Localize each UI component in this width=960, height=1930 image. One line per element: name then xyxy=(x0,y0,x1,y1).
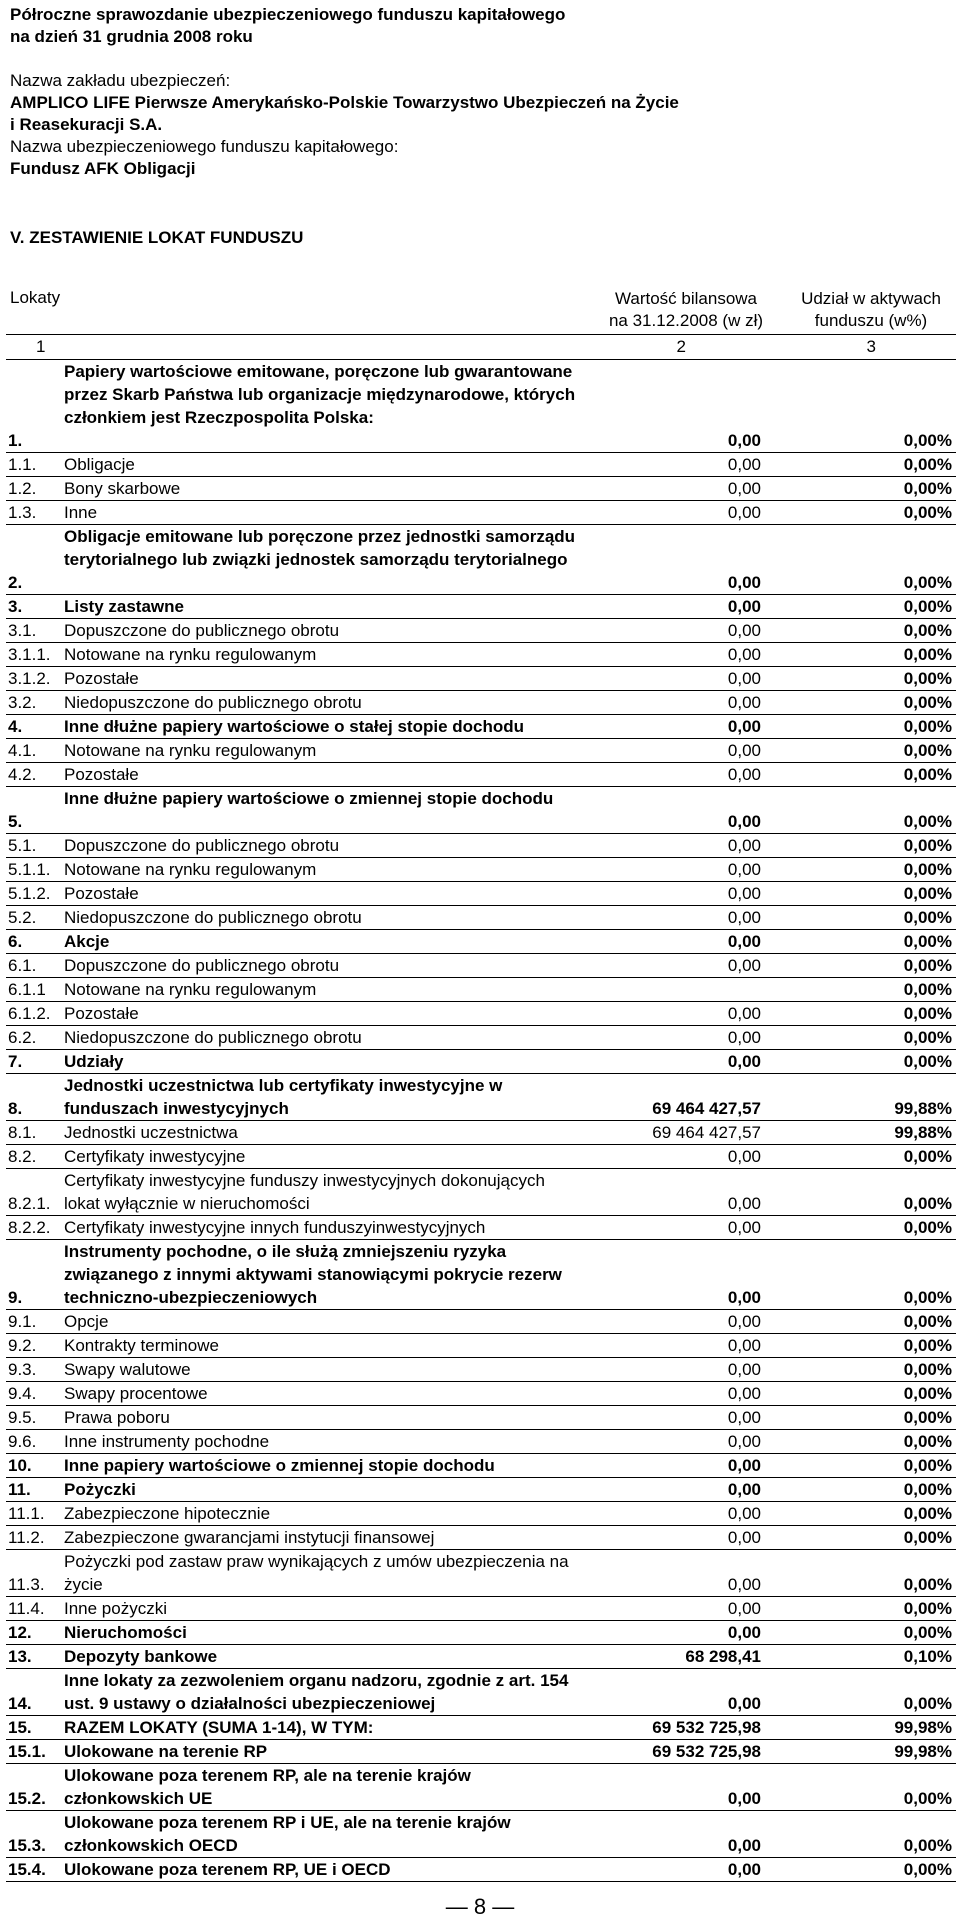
row-value: 0,00 xyxy=(727,693,761,712)
row-value: 0,00 xyxy=(727,956,761,975)
table-row xyxy=(6,1002,956,1026)
row-value: 0,00 xyxy=(727,1836,761,1855)
row-value: 0,00 xyxy=(727,1384,761,1403)
row-share: 0,00% xyxy=(903,669,952,688)
row-share: 0,00% xyxy=(903,980,952,999)
row-value: 0,00 xyxy=(727,621,761,640)
row-label: Instrumenty pochodne, o ile służą zmniejszeniu ryzyka związanego z innymi aktywami stanowiącymi pokrycie rezerw techniczno-ubezpieczeniowych xyxy=(64,1242,562,1307)
table-row xyxy=(6,1169,956,1216)
row-share: 0,00% xyxy=(903,455,952,474)
row-number: 2. xyxy=(8,573,23,592)
row-label: Zabezpieczone gwarancjami instytucji finansowej xyxy=(64,1528,435,1547)
table-row xyxy=(6,1550,956,1597)
row-value: 0,00 xyxy=(727,1194,761,1213)
row-number: 6.1.1 xyxy=(8,980,46,999)
row-number: 4.1. xyxy=(8,741,37,760)
table-header xyxy=(6,278,956,335)
row-number: 4. xyxy=(8,717,23,736)
table-row xyxy=(6,1740,956,1764)
row-value: 0,00 xyxy=(727,573,761,592)
row-number: 8.1. xyxy=(8,1123,37,1142)
row-label: Swapy walutowe xyxy=(64,1360,191,1379)
row-number: 11.3. xyxy=(8,1575,45,1594)
row-value: 0,00 xyxy=(727,455,761,474)
row-value: 0,00 xyxy=(727,1789,761,1808)
row-value: 0,00 xyxy=(727,1028,761,1047)
row-share: 0,00% xyxy=(903,503,952,522)
row-share: 99,98% xyxy=(894,1742,952,1761)
table-row xyxy=(6,1526,956,1550)
table-row xyxy=(6,1406,956,1430)
row-label: Jednostki uczestnictwa xyxy=(64,1123,238,1142)
row-number: 1.1. xyxy=(8,455,37,474)
row-share: 0,00% xyxy=(903,932,952,951)
row-number: 4.2. xyxy=(8,765,37,784)
table-row xyxy=(6,1669,956,1716)
row-share: 0,00% xyxy=(903,1312,952,1331)
table-row xyxy=(6,715,956,739)
table-row xyxy=(6,360,956,453)
fund-label: Nazwa ubezpieczeniowego funduszu kapitałowego: xyxy=(10,137,399,156)
row-share: 0,00% xyxy=(903,812,952,831)
row-label: Niedopuszczone do publicznego obrotu xyxy=(64,693,362,712)
row-share: 0,00% xyxy=(903,621,952,640)
row-number: 14. xyxy=(8,1694,32,1713)
row-label: Zabezpieczone hipotecznie xyxy=(64,1504,271,1523)
row-label: Depozyty bankowe xyxy=(64,1647,218,1666)
row-label: Certyfikaty inwestycyjne innych funduszyinwestycyjnych xyxy=(64,1218,486,1237)
row-share: 0,00% xyxy=(903,765,952,784)
row-label: Dopuszczone do publicznego obrotu xyxy=(64,836,340,855)
table-row xyxy=(6,906,956,930)
table-row xyxy=(6,930,956,954)
row-value: 0,00 xyxy=(727,1528,761,1547)
row-label: Pozostałe xyxy=(64,884,139,903)
row-value: 69 464 427,57 xyxy=(652,1099,761,1118)
table-row xyxy=(6,1716,956,1740)
table-row xyxy=(6,1358,956,1382)
table-row xyxy=(6,1240,956,1310)
row-share: 0,00% xyxy=(903,1004,952,1023)
table-row xyxy=(6,739,956,763)
row-number: 11. xyxy=(8,1480,31,1499)
column-header-lokaty: Lokaty xyxy=(10,288,61,307)
row-share: 0,00% xyxy=(903,1360,952,1379)
row-number: 15. xyxy=(8,1718,32,1737)
row-share: 0,00% xyxy=(903,908,952,927)
row-label: Pozostałe xyxy=(64,669,139,688)
column-header-value-line-1: Wartość bilansowa xyxy=(614,289,758,308)
row-number: 9.1. xyxy=(8,1312,37,1331)
table-row xyxy=(6,1430,956,1454)
table-row xyxy=(6,619,956,643)
row-value: 69 532 725,98 xyxy=(652,1718,761,1737)
row-label: Obligacje emitowane lub poręczone przez jednostki samorządu terytorialnego lub związki jednostek samorządu terytorialnego xyxy=(64,527,576,569)
row-label: Inne dłużne papiery wartościowe o stałej stopie dochodu xyxy=(64,717,525,736)
table-row xyxy=(6,1026,956,1050)
table-row xyxy=(6,858,956,882)
row-number: 9.3. xyxy=(8,1360,37,1379)
row-label: Akcje xyxy=(64,932,110,951)
row-number: 3.1.1. xyxy=(8,645,51,664)
page-number: — 8 — xyxy=(445,1894,515,1919)
row-label: Swapy procentowe xyxy=(64,1384,208,1403)
row-share: 0,00% xyxy=(903,693,952,712)
table-body xyxy=(6,360,956,1882)
row-share: 0,00% xyxy=(903,860,952,879)
table-row xyxy=(6,978,956,1002)
table-row xyxy=(6,525,956,595)
row-value: 0,00 xyxy=(727,1312,761,1331)
row-number: 6.2. xyxy=(8,1028,37,1047)
table-row xyxy=(6,1811,956,1858)
row-value: 0,00 xyxy=(727,1860,761,1879)
row-share: 99,88% xyxy=(894,1123,952,1142)
row-share: 0,00% xyxy=(903,431,952,450)
row-label: Pożyczki pod zastaw praw wynikających z umów ubezpieczenia na życie xyxy=(64,1552,569,1594)
row-label: Notowane na rynku regulowanym xyxy=(64,741,317,760)
row-number: 15.4. xyxy=(8,1860,46,1879)
row-share: 0,00% xyxy=(903,1147,952,1166)
row-number: 13. xyxy=(8,1647,32,1666)
table-row xyxy=(6,477,956,501)
row-value: 0,00 xyxy=(727,1218,761,1237)
row-number: 6.1. xyxy=(8,956,37,975)
row-number: 5.1.1. xyxy=(8,860,51,879)
table-row xyxy=(6,882,956,906)
row-value: 0,00 xyxy=(727,479,761,498)
row-value: 0,00 xyxy=(727,1575,761,1594)
row-number: 1.3. xyxy=(8,503,37,522)
row-number: 1.2. xyxy=(8,479,37,498)
row-share: 0,00% xyxy=(903,1408,952,1427)
row-value: 0,00 xyxy=(727,765,761,784)
table-row xyxy=(6,1478,956,1502)
column-number-3: 3 xyxy=(866,337,876,356)
section-title: V. ZESTAWIENIE LOKAT FUNDUSZU xyxy=(10,228,304,247)
row-value: 0,00 xyxy=(727,645,761,664)
row-share: 0,00% xyxy=(903,1623,952,1642)
report-title-line-1: Półroczne sprawozdanie ubezpieczeniowego funduszu kapitałowego xyxy=(10,5,566,24)
row-share: 0,00% xyxy=(903,1456,952,1475)
row-share: 0,00% xyxy=(903,573,952,592)
row-number: 5. xyxy=(8,812,23,831)
row-number: 12. xyxy=(8,1623,32,1642)
row-share: 0,00% xyxy=(903,1575,952,1594)
row-number: 6. xyxy=(8,932,23,951)
row-share: 0,00% xyxy=(903,1836,952,1855)
row-number: 7. xyxy=(8,1052,23,1071)
row-share: 0,00% xyxy=(903,1694,952,1713)
row-number: 9.6. xyxy=(8,1432,37,1451)
row-label: Papiery wartościowe emitowane, poręczone lub gwarantowane przez Skarb Państwa lub organizacje międzynarodowe, których członkiem jest Rzeczpospolita Polska: xyxy=(64,362,576,427)
row-label: Notowane na rynku regulowanym xyxy=(64,980,317,999)
row-share: 0,00% xyxy=(903,1860,952,1879)
row-share: 0,00% xyxy=(903,1480,952,1499)
row-share: 0,00% xyxy=(903,741,952,760)
row-value: 0,00 xyxy=(727,1599,761,1618)
row-label: Notowane na rynku regulowanym xyxy=(64,645,317,664)
row-number: 1. xyxy=(8,431,23,450)
row-value: 0,00 xyxy=(727,1694,761,1713)
row-label: Ulokowane poza terenem RP i UE, ale na terenie krajów członkowskich OECD xyxy=(64,1813,511,1855)
row-value: 0,00 xyxy=(727,503,761,522)
row-share: 0,10% xyxy=(903,1647,952,1666)
row-value: 0,00 xyxy=(727,1480,761,1499)
row-value: 0,00 xyxy=(727,932,761,951)
column-number-1: 1 xyxy=(36,337,46,356)
row-share: 0,00% xyxy=(903,1384,952,1403)
row-label: Ulokowane poza terenem RP, UE i OECD xyxy=(64,1860,391,1879)
row-label: Dopuszczone do publicznego obrotu xyxy=(64,956,340,975)
table-row xyxy=(6,643,956,667)
row-value: 0,00 xyxy=(727,741,761,760)
row-number: 11.4. xyxy=(8,1599,45,1618)
row-label: Dopuszczone do publicznego obrotu xyxy=(64,621,340,640)
row-value: 0,00 xyxy=(727,597,761,616)
row-share: 0,00% xyxy=(903,1218,952,1237)
table-row xyxy=(6,1074,956,1121)
column-header-share xyxy=(786,288,956,332)
table-row xyxy=(6,1645,956,1669)
table-row xyxy=(6,667,956,691)
table-row xyxy=(6,1621,956,1645)
table-row xyxy=(6,501,956,525)
row-share: 0,00% xyxy=(903,1194,952,1213)
row-label: Nieruchomości xyxy=(64,1623,187,1642)
row-number: 3.1. xyxy=(8,621,37,640)
row-number: 5.1. xyxy=(8,836,37,855)
row-number: 9.5. xyxy=(8,1408,37,1427)
row-value: 0,00 xyxy=(727,431,761,450)
row-share: 99,88% xyxy=(894,1099,952,1118)
row-label: Prawa poboru xyxy=(64,1408,170,1427)
row-share: 0,00% xyxy=(903,1528,952,1547)
table-row xyxy=(6,763,956,787)
table-row xyxy=(6,954,956,978)
row-label: Listy zastawne xyxy=(64,597,184,616)
investments-table xyxy=(6,278,956,1882)
row-label: Bony skarbowe xyxy=(64,479,181,498)
table-row xyxy=(6,595,956,619)
row-label: Inne instrumenty pochodne xyxy=(64,1432,270,1451)
row-share: 0,00% xyxy=(903,1432,952,1451)
row-label: Inne lokaty za zezwoleniem organu nadzoru, zgodnie z art. 154 ust. 9 ustawy o działalności ubezpieczeniowej xyxy=(64,1671,569,1713)
table-row xyxy=(6,1764,956,1811)
table-row xyxy=(6,1454,956,1478)
row-value: 0,00 xyxy=(727,860,761,879)
column-header-share-line-2: funduszu (w%) xyxy=(814,311,928,330)
row-share: 0,00% xyxy=(903,1504,952,1523)
table-row xyxy=(6,1216,956,1240)
row-share: 0,00% xyxy=(903,956,952,975)
column-number-row xyxy=(6,335,956,360)
table-row xyxy=(6,1597,956,1621)
row-label: Kontrakty terminowe xyxy=(64,1336,219,1355)
row-value: 0,00 xyxy=(727,1408,761,1427)
row-number: 8.2.2. xyxy=(8,1218,51,1237)
row-value: 0,00 xyxy=(727,1288,761,1307)
row-number: 15.2. xyxy=(8,1789,46,1808)
row-value: 68 298,41 xyxy=(685,1647,761,1666)
row-share: 0,00% xyxy=(903,1028,952,1047)
column-number-2: 2 xyxy=(676,337,686,356)
row-label: Inne dłużne papiery wartościowe o zmiennej stopie dochodu xyxy=(64,789,554,808)
row-share: 99,98% xyxy=(894,1718,952,1737)
row-label: Pozostałe xyxy=(64,765,139,784)
row-number: 5.2. xyxy=(8,908,37,927)
row-label: Obligacje xyxy=(64,455,135,474)
row-share: 0,00% xyxy=(903,1336,952,1355)
row-label: Inne papiery wartościowe o zmiennej stopie dochodu xyxy=(64,1456,495,1475)
row-label: Opcje xyxy=(64,1312,109,1331)
row-label: Certyfikaty inwestycyjne xyxy=(64,1147,246,1166)
row-label: Niedopuszczone do publicznego obrotu xyxy=(64,1028,362,1047)
row-number: 5.1.2. xyxy=(8,884,51,903)
row-label: RAZEM LOKATY (SUMA 1-14), W TYM: xyxy=(64,1718,374,1737)
row-value: 0,00 xyxy=(727,812,761,831)
row-share: 0,00% xyxy=(903,1599,952,1618)
row-value: 69 464 427,57 xyxy=(652,1123,761,1142)
row-number: 3.2. xyxy=(8,693,37,712)
column-header-value xyxy=(601,288,771,332)
table-row xyxy=(6,1145,956,1169)
row-share: 0,00% xyxy=(903,1789,952,1808)
row-label: Pożyczki xyxy=(64,1480,136,1499)
row-number: 8.2. xyxy=(8,1147,37,1166)
row-label: Certyfikaty inwestycyjne funduszy inwestycyjnych dokonujących lokat wyłącznie w nieruchomości xyxy=(64,1171,545,1213)
row-number: 10. xyxy=(8,1456,32,1475)
row-value: 0,00 xyxy=(727,1623,761,1642)
row-label: Ulokowane poza terenem RP, ale na terenie krajów członkowskich UE xyxy=(64,1766,471,1808)
row-share: 0,00% xyxy=(903,1288,952,1307)
table-row xyxy=(6,691,956,715)
company-label: Nazwa zakładu ubezpieczeń: xyxy=(10,71,231,90)
table-row xyxy=(6,1334,956,1358)
row-value: 0,00 xyxy=(727,1504,761,1523)
row-label: Inne pożyczki xyxy=(64,1599,167,1618)
table-row xyxy=(6,787,956,834)
row-share: 0,00% xyxy=(903,597,952,616)
row-number: 9. xyxy=(8,1288,23,1307)
row-label: Notowane na rynku regulowanym xyxy=(64,860,317,879)
table-row xyxy=(6,834,956,858)
table-row xyxy=(6,1121,956,1145)
row-number: 15.1. xyxy=(8,1742,46,1761)
row-value: 0,00 xyxy=(727,1052,761,1071)
row-value: 0,00 xyxy=(727,884,761,903)
company-name-line-1: AMPLICO LIFE Pierwsze Amerykańsko-Polskie Towarzystwo Ubezpieczeń na Życie xyxy=(10,93,679,112)
row-value: 69 532 725,98 xyxy=(652,1742,761,1761)
column-header-share-line-1: Udział w aktywach xyxy=(801,289,941,308)
table-row xyxy=(6,1858,956,1882)
row-value: 0,00 xyxy=(727,908,761,927)
row-label: Inne xyxy=(64,503,98,522)
table-row xyxy=(6,1382,956,1406)
row-value: 0,00 xyxy=(727,1004,761,1023)
row-value: 0,00 xyxy=(727,669,761,688)
row-value: 0,00 xyxy=(727,836,761,855)
table-row xyxy=(6,1050,956,1074)
row-number: 6.1.2. xyxy=(8,1004,51,1023)
row-number: 15.3. xyxy=(8,1836,46,1855)
row-value: 0,00 xyxy=(727,1456,761,1475)
row-number: 9.2. xyxy=(8,1336,37,1355)
fund-name: Fundusz AFK Obligacji xyxy=(10,159,196,178)
row-number: 11.2. xyxy=(8,1528,45,1547)
row-share: 0,00% xyxy=(903,1052,952,1071)
row-share: 0,00% xyxy=(903,717,952,736)
row-share: 0,00% xyxy=(903,645,952,664)
row-label: Niedopuszczone do publicznego obrotu xyxy=(64,908,362,927)
company-name-line-2: i Reasekuracji S.A. xyxy=(10,115,163,134)
row-share: 0,00% xyxy=(903,884,952,903)
table-row xyxy=(6,1310,956,1334)
row-label: Udziały xyxy=(64,1052,124,1071)
row-value: 0,00 xyxy=(727,1147,761,1166)
table-row xyxy=(6,1502,956,1526)
column-header-value-line-2: na 31.12.2008 (w zł) xyxy=(608,311,764,330)
table-row xyxy=(6,453,956,477)
row-share: 0,00% xyxy=(903,836,952,855)
row-value: 0,00 xyxy=(727,1432,761,1451)
row-number: 3.1.2. xyxy=(8,669,51,688)
row-number: 3. xyxy=(8,597,23,616)
row-value: 0,00 xyxy=(727,1336,761,1355)
row-share: 0,00% xyxy=(903,479,952,498)
row-label: Jednostki uczestnictwa lub certyfikaty inwestycyjne w funduszach inwestycyjnych xyxy=(64,1076,503,1118)
row-label: Ulokowane na terenie RP xyxy=(64,1742,268,1761)
report-title-line-2: na dzień 31 grudnia 2008 roku xyxy=(10,27,253,46)
row-number: 8.2.1. xyxy=(8,1194,51,1213)
row-number: 9.4. xyxy=(8,1384,37,1403)
row-number: 11.1. xyxy=(8,1504,45,1523)
row-value: 0,00 xyxy=(727,1360,761,1379)
row-number: 8. xyxy=(8,1099,23,1118)
report-header xyxy=(10,4,950,180)
row-value: 0,00 xyxy=(727,717,761,736)
row-label: Pozostałe xyxy=(64,1004,139,1023)
